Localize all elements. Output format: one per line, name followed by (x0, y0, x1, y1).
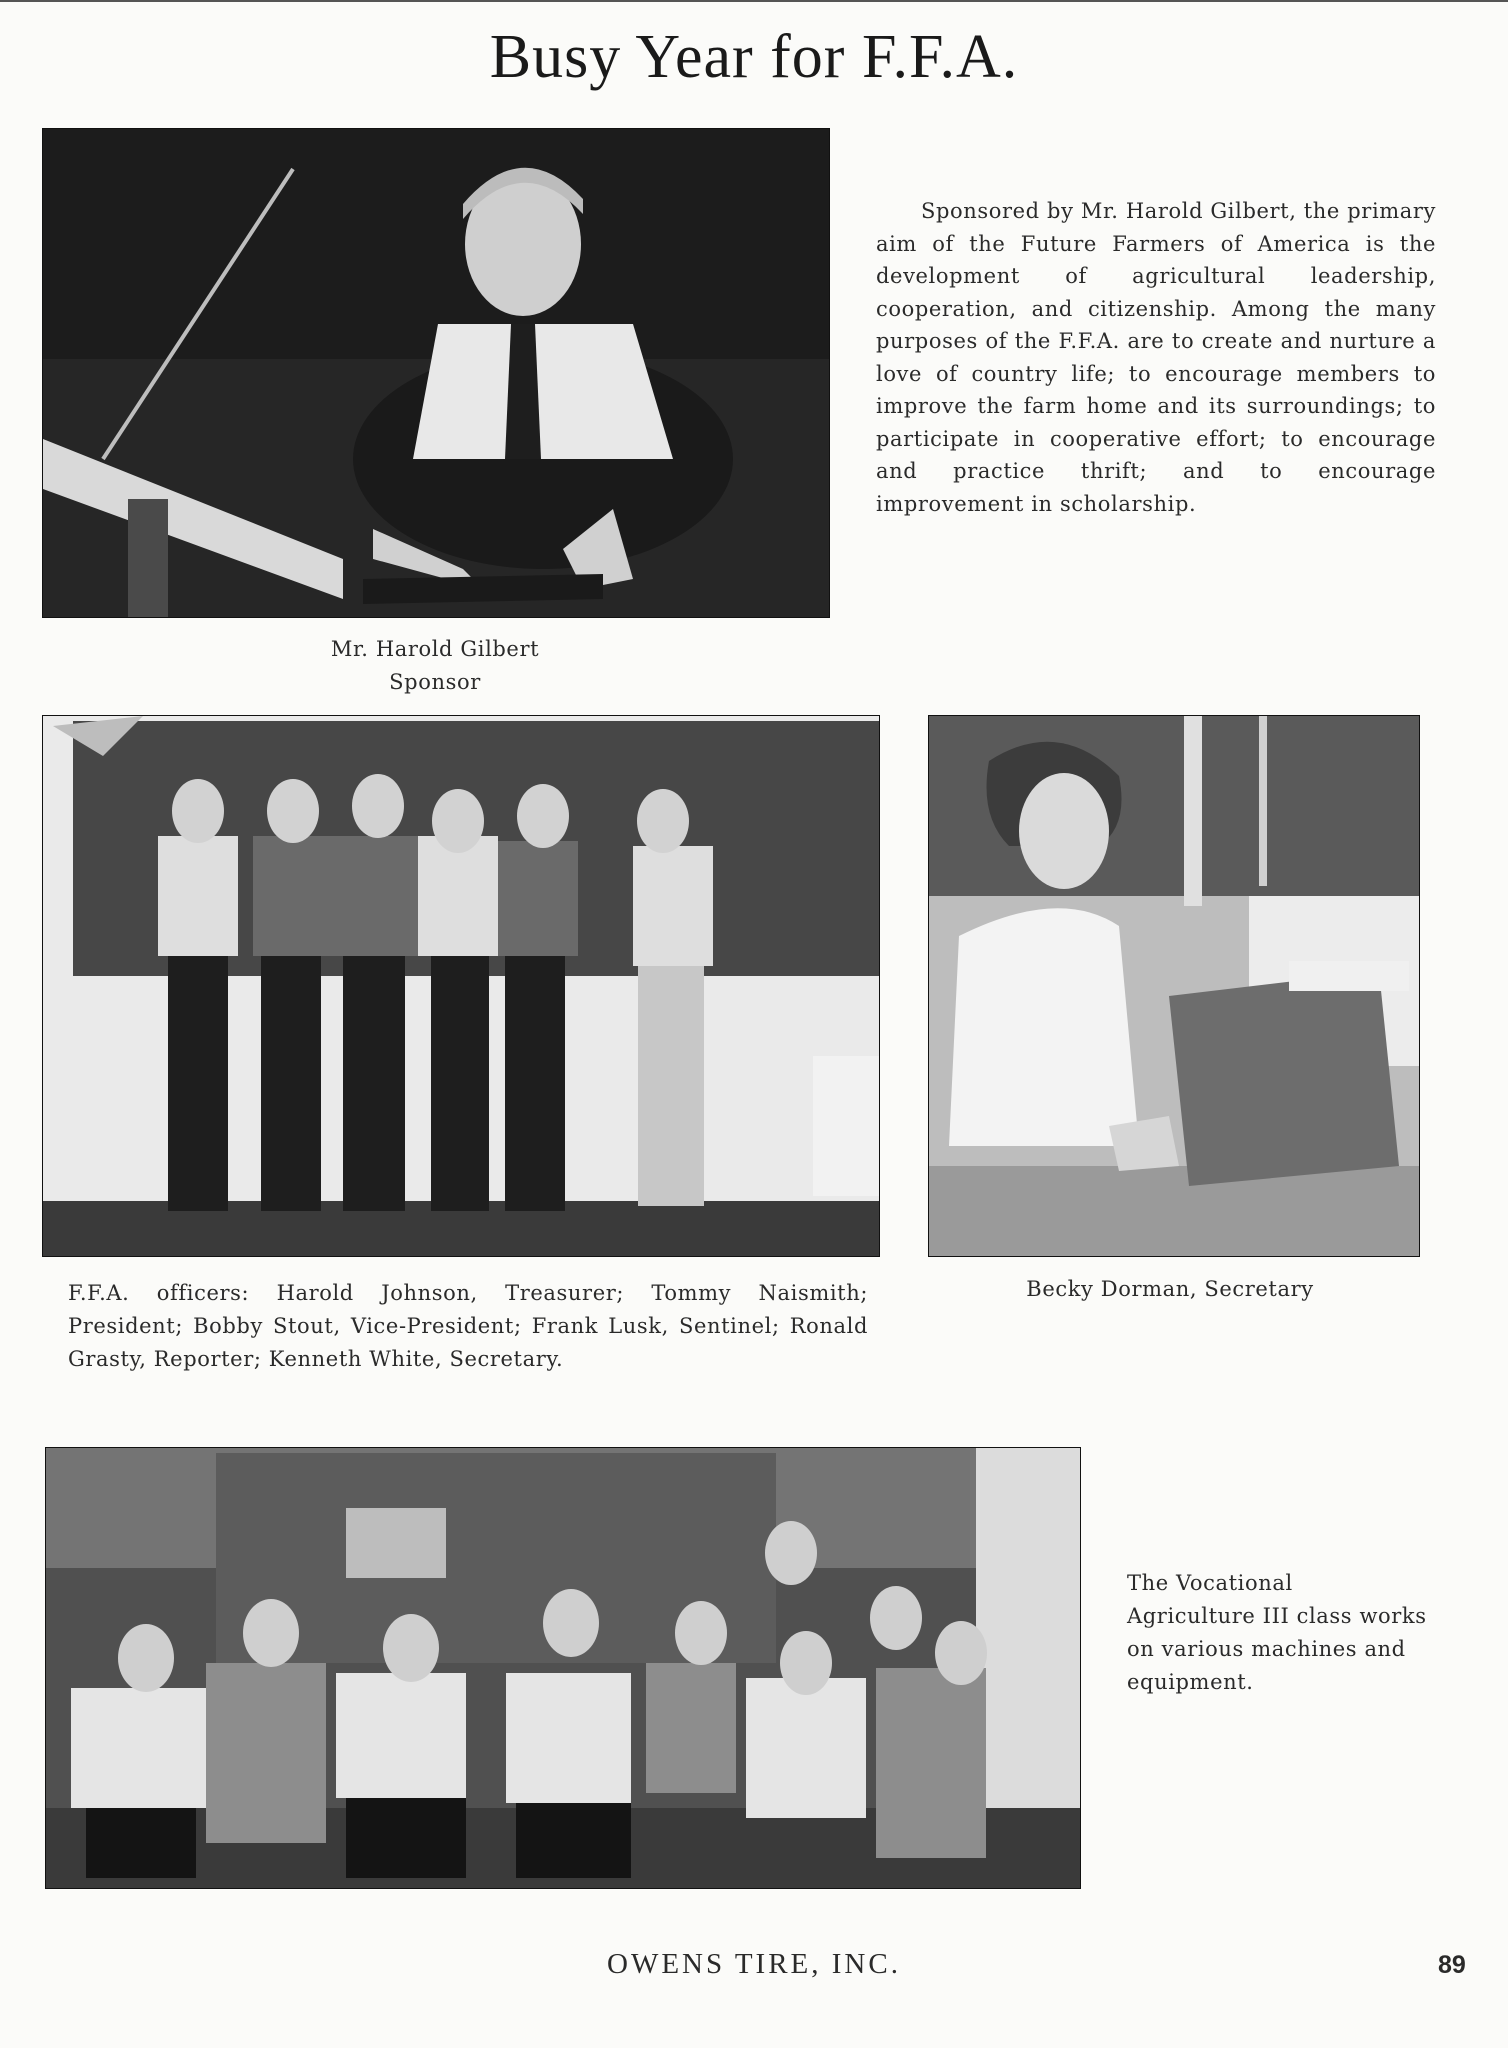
officers-caption: F.F.A. officers: Harold Johnson, Treasurer; Tommy Naismith; President; Bobby Stout, Vice-President; Frank Lusk, Sentinel; Ronald Grasty, Reporter; Kenneth White, Secretary. (68, 1281, 868, 1371)
secretary-caption: Becky Dorman, Secretary (1026, 1277, 1314, 1301)
officers-photo (42, 715, 880, 1257)
page-title: Busy Year for F.F.A. (489, 23, 1019, 91)
sponsor-caption-name: Mr. Harold Gilbert (330, 637, 540, 661)
sponsor-caption-role: Sponsor (389, 670, 481, 694)
sponsor-photo (42, 128, 830, 618)
top-rule (0, 0, 1508, 2)
page-number: 89 (1438, 1951, 1466, 1979)
intro-paragraph: Sponsored by Mr. Harold Gilbert, the primary aim of the Future Farmers of America is the development of agricultural leadership, cooperation, and citizenship. Among the many purposes of the F.F.A. are to create and nurture a love of country life; to encourage members to improve the farm home and its surroundings; to participate in cooperative effort; to encourage and practice thrift; and to encourage improvement in scholarship. (876, 199, 1436, 516)
sponsor-caption (250, 633, 620, 699)
class-photo (45, 1447, 1081, 1889)
advertiser-footer: OWENS TIRE, INC. (607, 1948, 901, 1980)
class-caption: The Vocational Agriculture III class works on various machines and equipment. (1127, 1571, 1427, 1694)
secretary-photo (928, 715, 1420, 1257)
